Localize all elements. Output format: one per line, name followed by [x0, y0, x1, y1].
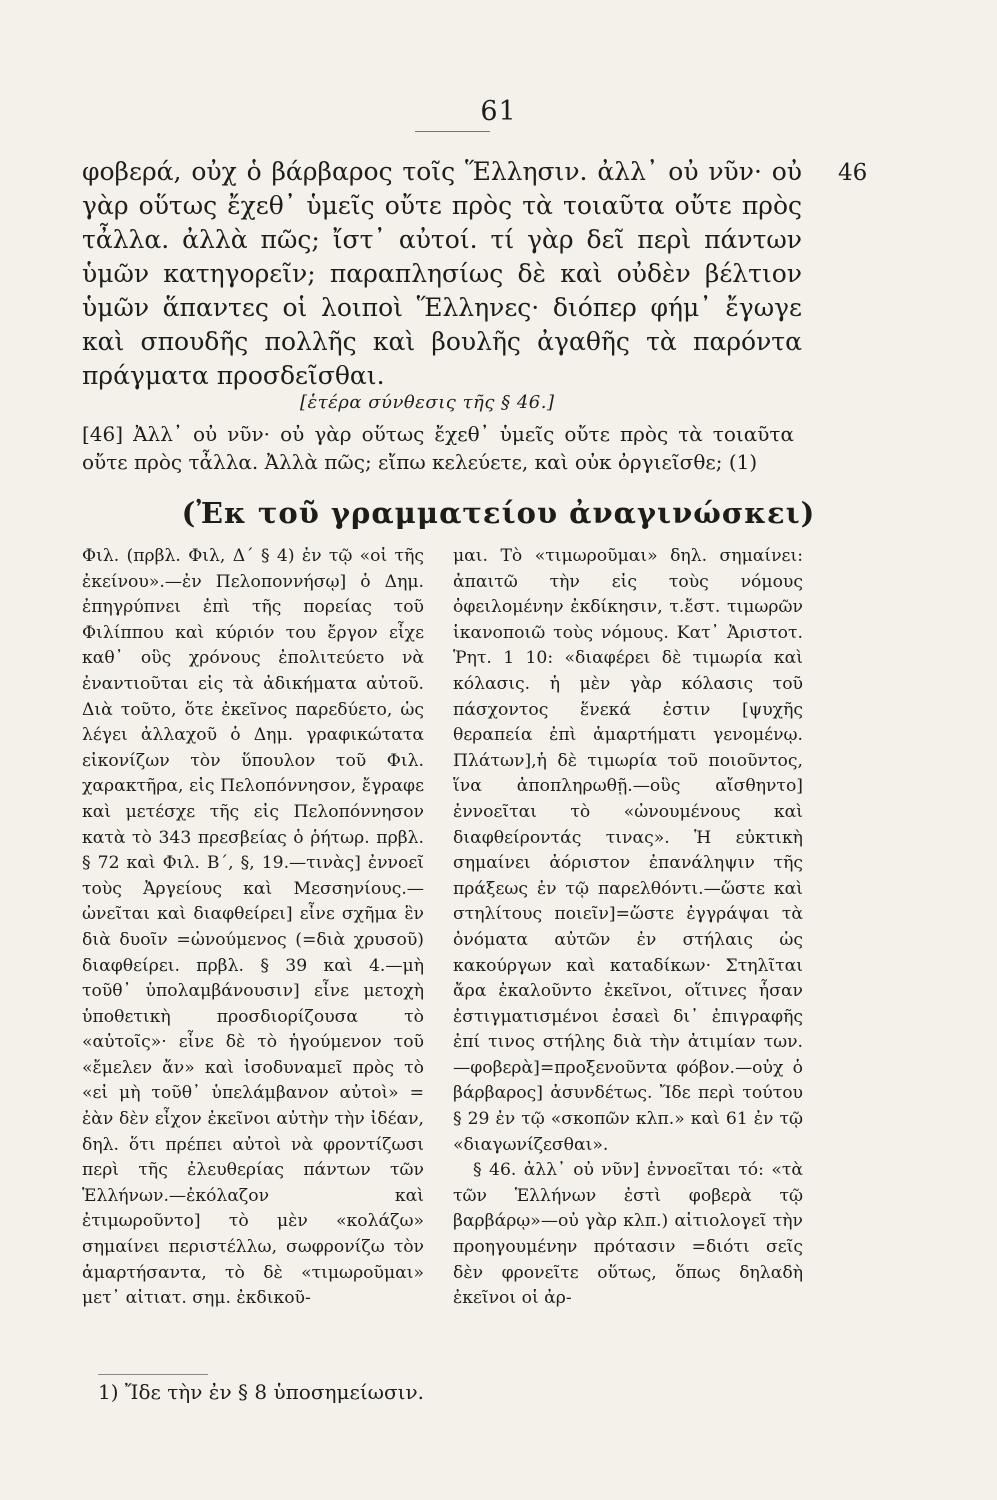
- footnote: 1) Ἴδε τὴν ἐν § 8 ὑποσημείωσιν.: [98, 1380, 424, 1404]
- main-text: [82, 155, 802, 393]
- alternate-version-text: [46] Ἀλλ᾽ οὐ νῦν· οὐ γὰρ οὕτως ἔχεθ᾽ ὑμεῖς οὔτε πρὸς τὰ τοιαῦτα οὔτε πρὸς τἆλλα. Ἀλλὰ πῶς; εἴπω κελεύετε, καὶ οὐκ ὀργιεῖσθε; (1): [82, 422, 794, 474]
- commentary-right-text-2: § 46. ἀλλ᾽ οὐ νῦν] ἐννοεῖται τό: «τὰ τῶν Ἑλλήνων ἐστὶ φοβερὰ τῷ βαρβάρῳ»—οὐ γὰρ κλπ.) αἰτιολογεῖ τὴν προηγουμένην πρότασιν =διότι σεῖς δὲν φρονεῖτε οὕτως, ὅπως δηλαδὴ ἐκεῖνοι οἱ ἀρ-: [453, 1160, 803, 1309]
- commentary-left-text: Φιλ. (πρβλ. Φιλ, Δ΄ § 4) ἐν τῷ «οἱ τῆς ἐκείνου».—ἐν Πελοποννήσῳ] ὁ Δημ. ἐπηγρύπνει ἐπὶ τῆς πορείας τοῦ Φιλίππου καὶ κύριόν του ἔργον εἶχε καθ᾽ οὓς χρόνους ἐπολιτεύετο νὰ ἐναντιοῦται εἰς τὰ ἀδικήματα αὐτοῦ. Διὰ τοῦτο, ὅτε ἐκεῖνος παρεδύετο, ὡς λέγει ἀλλαχοῦ ὁ Δημ. γραφικώτατα εἰκονίζων τὸν ὕπουλον τοῦ Φιλ. χαρακτῆρα, εἰς Πελοπόννησον, ἔγραφε καὶ μετέσχε τῆς εἰς Πελοπόννησον κατὰ τὸ 343 πρεσβείας ὁ ῥήτωρ. πρβλ. § 72 καὶ Φιλ. Β΄, §, 19.—τινὰς] ἐννοεῖ τοὺς Ἀργείους καὶ Μεσσηνίους.—ὠνεῖται καὶ διαφθείρει] εἶνε σχῆμα ἓν διὰ δυοῖν =ὠνούμενος (=διὰ χρυσοῦ) διαφθείρει. πρβλ. § 39 καὶ 4.—μὴ τοῦθ᾽ ὑπολαμβάνουσιν] εἶνε μετοχὴ ὑποθετικὴ προσδιορίζουσα τὸ «αὐτοῖς»· εἶνε δὲ τὸ ἡγούμενον τοῦ «ἔμελεν ἄν» καὶ ἰσοδυναμεῖ πρὸς τὸ «εἰ μὴ τοῦθ᾽ ὑπελάμβανον αὐτοὶ» = ἐὰν δὲν εἶχον ἐκεῖνοι αὐτὴν τὴν ἰδέαν, δηλ. ὅτι πρέπει αὐτοὶ νὰ φροντίζωσι περὶ τῆς ἐλευθερίας πάντων τῶν Ἑλλήνων.—ἐκόλαζον καὶ ἐτιμωροῦντο] τὸ μὲν «κολάζω» σημαίνει περιστέλλω, σωφρονίζω τὸν ἁμαρτήσαντα, τὸ δὲ «τιμωροῦμαι» μετ᾽ αἰτιατ. σημ. ἐκδικοῦ-: [82, 546, 424, 1309]
- commentary-right-column: [453, 544, 803, 1312]
- footnote-rule: [98, 1374, 208, 1375]
- commentary-right-text: μαι. Τὸ «τιμωροῦμαι» δηλ. σημαίνει: ἀπαιτῶ τὴν εἰς τοὺς νόμους ὀφειλομένην ἐκδίκησιν, τ.ἔστ. τιμωρῶν ἱκανοποιῶ τοὺς νόμους. Κατ᾽ Ἀριστοτ. Ῥητ. 1 10: «διαφέρει δὲ τιμωρία καὶ κόλασις. ἡ μὲν γὰρ κόλασις τοῦ πάσχοντος ἕνεκά ἐστιν [ψυχῆς θεραπεία ἐπὶ ἁμαρτήματι γενομένῳ. Πλάτων],ἡ δὲ τιμωρία τοῦ ποιοῦντος, ἵνα ἀποπληρωθῇ.—οὓς αἴσθηντο] ἐννοεῖται τὸ «ὠνουμένους καὶ διαφθείροντάς τινας». Ἡ εὐκτικὴ σημαίνει ἀόριστον ἐπανάληψιν τῆς πράξεως ἐν τῷ παρελθόντι.—ὥστε καὶ στηλίτους ποιεῖν]=ὥστε ἐγγράψαι τὰ ὀνόματα αὐτῶν ἐν στήλαις ὡς κακούργων καὶ καταδίκων· Στηλῖται ἄρα ἐκαλοῦντο ἐκεῖνοι, οἵτινες ἦσαν ἐστιγματισμένοι ἐσαεὶ δι᾽ ἐπιγραφῆς ἐπί τινος στήλης διὰ τὴν ἀτιμίαν των.—φοβερὰ]=προξενοῦντα φόβον.—οὐχ ὁ βάρβαρος] ἀσυνδέτως. Ἴδε περὶ τούτου § 29 ἐν τῷ «σκοπῶν κλπ.» καὶ 61 ἐν τῷ «διαγωνίζεσθαι».: [453, 546, 803, 1155]
- main-text-paragraph: φοβερά, οὐχ ὁ βάρβαρος τοῖς Ἕλλησιν. ἀλλ᾽ οὐ νῦν· οὐ γὰρ οὕτως ἔχεθ᾽ ὑμεῖς οὔτε πρὸς τὰ τοιαῦτα οὔτε πρὸς τἆλλα. ἀλλὰ πῶς; ἴστ᾽ αὐτοί. τί γὰρ δεῖ περὶ πάντων ὑμῶν κατηγορεῖν; παραπλησίως δὲ καὶ οὐδὲν βέλτιον ὑμῶν ἅπαντες οἱ λοιποὶ Ἕλληνες· διόπερ φήμ᾽ ἔγωγε καὶ σπουδῆς πολλῆς καὶ βουλῆς ἀγαθῆς τὰ παρόντα πράγματα προσδεῖσθαι.: [82, 157, 802, 390]
- commentary-left-column: [82, 544, 424, 1312]
- alternate-version-header: [ἑτέρα σύνθεσις τῆς § 46.]: [300, 392, 555, 413]
- page-number: 61: [480, 96, 517, 127]
- margin-section-number: 46: [838, 160, 868, 186]
- section-heading: (Ἐκ τοῦ γραμματείου ἀναγινώσκει): [181, 496, 816, 530]
- page-number-rule: [415, 131, 490, 132]
